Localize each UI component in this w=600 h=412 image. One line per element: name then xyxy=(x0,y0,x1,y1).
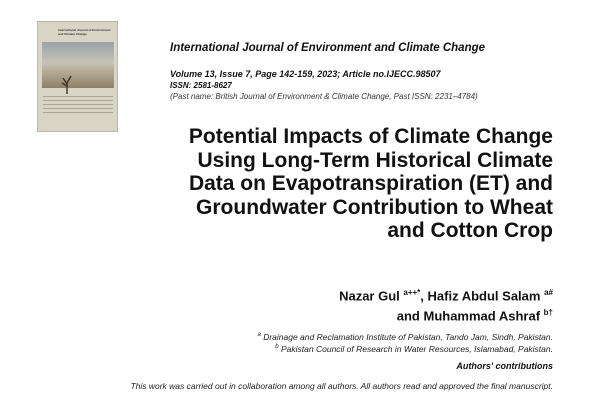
journal-meta xyxy=(170,69,478,102)
author-affil-mark: a# xyxy=(544,288,553,297)
title-line: Groundwater Contribution to Wheat xyxy=(196,195,553,219)
cover-text-lines xyxy=(43,96,113,116)
title-line: Potential Impacts of Climate Change xyxy=(188,125,553,148)
issn-line: ISSN: 2581-8627 xyxy=(170,81,232,90)
cover-photo xyxy=(42,42,114,88)
author-name: Hafiz Abdul Salam xyxy=(427,288,541,304)
author-name: Nazar Gul xyxy=(339,288,400,304)
affiliations xyxy=(257,330,553,354)
affiliation-item xyxy=(257,330,553,342)
author-line-1: Nazar Gul $^{a++*}$, Hafiz Abdul Salam $^{a\#}$ xyxy=(339,288,553,304)
author-affil-mark: b† xyxy=(543,308,553,318)
contributions-heading: Authors' contributions xyxy=(456,361,553,371)
journal-name: International Journal of Environment and Climate Change xyxy=(170,42,486,54)
affiliation-text: Pakistan Council of Research in Water Resources, Islamabad, Pakistan. xyxy=(281,343,553,354)
author-list xyxy=(339,284,553,325)
affiliation-text: Drainage and Reclamation Institute of Pakistan, Tando Jam, Sindh, Pakistan. xyxy=(263,331,553,342)
affiliation-mark: b xyxy=(275,343,279,350)
author-name: Muhammad Ashraf xyxy=(423,308,541,324)
affiliation-item xyxy=(257,342,553,354)
author-line-2 xyxy=(339,304,553,324)
and-word: and xyxy=(396,308,420,324)
journal-cover-image xyxy=(37,21,118,132)
title-line: Using Long-Term Historical Climate xyxy=(197,148,553,172)
cover-title: International Journal of Environment and Climate Change xyxy=(58,28,111,36)
affiliation-mark: a xyxy=(257,332,261,338)
author-affil-mark: a++* xyxy=(403,288,421,297)
article-title xyxy=(73,125,553,243)
title-line: and Cotton Crop xyxy=(387,219,553,242)
contributions-text: This work was carried out in collaboration among all authors. All authors read and approved the final manuscript. xyxy=(130,381,553,391)
tree-icon xyxy=(60,72,74,94)
title-line: Data on Evapotranspiration (ET) and xyxy=(188,172,553,195)
volume-line: Volume 13, Issue 7, Page 142-159, 2023; Article no.IJECC.98507 xyxy=(170,69,441,79)
past-name-line: (Past name: British Journal of Environment & Climate Change, Past ISSN: 2231–4784) xyxy=(170,92,478,101)
